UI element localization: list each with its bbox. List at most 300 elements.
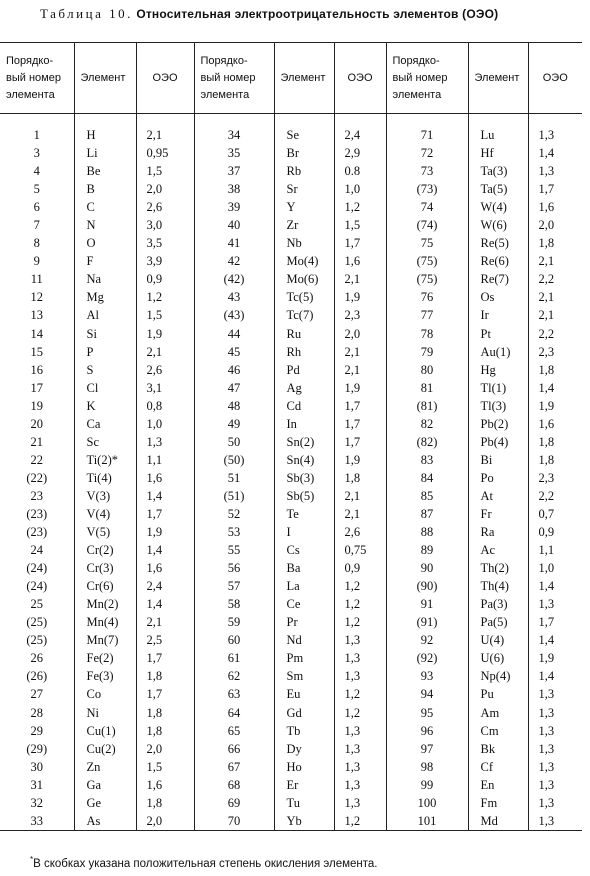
electronegativity-value: 1,9: [136, 325, 194, 343]
atomic-number: 37: [194, 162, 274, 180]
element-symbol: U(4): [468, 631, 528, 649]
electronegativity-value: 1,8: [136, 667, 194, 685]
electronegativity-value: 1,2: [334, 613, 386, 631]
electronegativity-value: 2,4: [136, 577, 194, 595]
table-row: [0, 415, 582, 433]
element-symbol: Nd: [274, 631, 334, 649]
electronegativity-value: 1,2: [334, 595, 386, 613]
atomic-number: (51): [194, 487, 274, 505]
electronegativity-value: 1,7: [136, 649, 194, 667]
element-symbol: H: [74, 126, 136, 144]
electronegativity-value: 1,3: [528, 776, 582, 794]
electronegativity-value: 1,8: [136, 704, 194, 722]
atomic-number: 19: [0, 397, 74, 415]
header-number: Порядко- вый номер элемента: [386, 43, 468, 114]
element-symbol: Te: [274, 505, 334, 523]
table-row: [0, 288, 582, 306]
table-row: [0, 397, 582, 415]
element-symbol: Ce: [274, 595, 334, 613]
element-symbol: Pt: [468, 325, 528, 343]
table-row: [0, 577, 582, 595]
electronegativity-value: 2,5: [136, 631, 194, 649]
electronegativity-value: 1,4: [136, 487, 194, 505]
element-symbol: Ru: [274, 325, 334, 343]
element-symbol: Fm: [468, 794, 528, 812]
atomic-number: 45: [194, 343, 274, 361]
table-row: [0, 649, 582, 667]
header-value: ОЭО: [334, 43, 386, 114]
electronegativity-value: 2,3: [528, 343, 582, 361]
atomic-number: 69: [194, 794, 274, 812]
table-row: [0, 469, 582, 487]
footnote-mark: *: [30, 855, 34, 864]
element-symbol: Ra: [468, 523, 528, 541]
element-symbol: Tb: [274, 722, 334, 740]
atomic-number: 52: [194, 505, 274, 523]
element-symbol: Y: [274, 198, 334, 216]
table-row: [0, 541, 582, 559]
electronegativity-value: 0,95: [136, 144, 194, 162]
atomic-number: 55: [194, 541, 274, 559]
element-symbol: Re(7): [468, 270, 528, 288]
electronegativity-value: 1,8: [136, 722, 194, 740]
element-symbol: Cm: [468, 722, 528, 740]
element-symbol: Pu: [468, 685, 528, 703]
electronegativity-value: 1,3: [528, 704, 582, 722]
atomic-number: 66: [194, 740, 274, 758]
electronegativity-value: 1,3: [334, 758, 386, 776]
electronegativity-value: 2,9: [334, 144, 386, 162]
electronegativity-value: 1,9: [334, 379, 386, 397]
atomic-number: 79: [386, 343, 468, 361]
element-symbol: Dy: [274, 740, 334, 758]
atomic-number: (25): [0, 631, 74, 649]
electronegativity-value: 1,0: [136, 415, 194, 433]
element-symbol: P: [74, 343, 136, 361]
electronegativity-value: 1,6: [334, 252, 386, 270]
atomic-number: 92: [386, 631, 468, 649]
atomic-number: 83: [386, 451, 468, 469]
element-symbol: Mn(7): [74, 631, 136, 649]
atomic-number: 41: [194, 234, 274, 252]
element-symbol: Ti(4): [74, 469, 136, 487]
element-symbol: Cd: [274, 397, 334, 415]
element-symbol: Eu: [274, 685, 334, 703]
atomic-number: 50: [194, 433, 274, 451]
electronegativity-value: 2,0: [528, 216, 582, 234]
element-symbol: Rh: [274, 343, 334, 361]
electronegativity-value: 1,8: [136, 794, 194, 812]
element-symbol: U(6): [468, 649, 528, 667]
electronegativity-value: 1,9: [528, 649, 582, 667]
element-symbol: Mo(6): [274, 270, 334, 288]
electronegativity-value: 1,5: [136, 162, 194, 180]
electronegativity-value: 2,1: [136, 613, 194, 631]
electronegativity-value: 0,75: [334, 541, 386, 559]
element-symbol: La: [274, 577, 334, 595]
element-symbol: Cu(1): [74, 722, 136, 740]
atomic-number: 81: [386, 379, 468, 397]
table-row: [0, 776, 582, 794]
electronegativity-value: 1,8: [528, 451, 582, 469]
electronegativity-value: 1,5: [136, 758, 194, 776]
electronegativity-table: [0, 42, 582, 831]
atomic-number: (81): [386, 397, 468, 415]
atomic-number: 96: [386, 722, 468, 740]
element-symbol: Fe(3): [74, 667, 136, 685]
header-number: Порядко- вый номер элемента: [194, 43, 274, 114]
atomic-number: (50): [194, 451, 274, 469]
element-symbol: Cl: [74, 379, 136, 397]
element-symbol: Fe(2): [74, 649, 136, 667]
atomic-number: (74): [386, 216, 468, 234]
table-row: [0, 631, 582, 649]
atomic-number: (75): [386, 270, 468, 288]
element-symbol: Np(4): [468, 667, 528, 685]
table-row: [0, 595, 582, 613]
atomic-number: (82): [386, 433, 468, 451]
table-row: [0, 325, 582, 343]
electronegativity-value: 2,1: [334, 343, 386, 361]
element-symbol: As: [74, 812, 136, 831]
table-row: [0, 252, 582, 270]
element-symbol: Ho: [274, 758, 334, 776]
electronegativity-value: 1,3: [334, 740, 386, 758]
table-row: [0, 270, 582, 288]
electronegativity-value: 1,2: [334, 577, 386, 595]
element-symbol: Br: [274, 144, 334, 162]
electronegativity-value: 1,4: [136, 541, 194, 559]
table-row: [0, 216, 582, 234]
atomic-number: 62: [194, 667, 274, 685]
electronegativity-value: 0,9: [136, 270, 194, 288]
element-symbol: V(4): [74, 505, 136, 523]
atomic-number: 6: [0, 198, 74, 216]
element-symbol: Th(2): [468, 559, 528, 577]
electronegativity-value: 1,8: [528, 433, 582, 451]
electronegativity-value: 1,7: [334, 397, 386, 415]
header-value: ОЭО: [136, 43, 194, 114]
table-row: [0, 144, 582, 162]
table-row: [0, 704, 582, 722]
element-symbol: Hg: [468, 361, 528, 379]
atomic-number: (43): [194, 306, 274, 324]
atomic-number: 88: [386, 523, 468, 541]
electronegativity-value: 2,1: [334, 361, 386, 379]
atomic-number: 97: [386, 740, 468, 758]
table-row: [0, 433, 582, 451]
element-symbol: W(4): [468, 198, 528, 216]
electronegativity-value: 2,6: [136, 198, 194, 216]
element-symbol: Md: [468, 812, 528, 831]
element-symbol: Ti(2)*: [74, 451, 136, 469]
element-symbol: Pb(4): [468, 433, 528, 451]
footnote: [30, 855, 378, 870]
atomic-number: 42: [194, 252, 274, 270]
spacer-row: [0, 114, 582, 127]
electronegativity-value: 1,7: [136, 685, 194, 703]
header-value: ОЭО: [528, 43, 582, 114]
atomic-number: 12: [0, 288, 74, 306]
element-symbol: Be: [74, 162, 136, 180]
element-symbol: Gd: [274, 704, 334, 722]
element-symbol: K: [74, 397, 136, 415]
atomic-number: 1: [0, 126, 74, 144]
header-number: Порядко- вый номер элемента: [0, 43, 74, 114]
electronegativity-value: 2,4: [334, 126, 386, 144]
electronegativity-value: 1,9: [334, 288, 386, 306]
electronegativity-value: 1,3: [528, 685, 582, 703]
atomic-number: 72: [386, 144, 468, 162]
electronegativity-value: 2,0: [334, 325, 386, 343]
atomic-number: 25: [0, 595, 74, 613]
element-symbol: Na: [74, 270, 136, 288]
electronegativity-value: 1,3: [334, 649, 386, 667]
element-symbol: Pa(5): [468, 613, 528, 631]
electronegativity-value: 2,1: [528, 306, 582, 324]
table-row: [0, 361, 582, 379]
element-symbol: Nb: [274, 234, 334, 252]
electronegativity-value: 2,2: [528, 325, 582, 343]
element-symbol: Au(1): [468, 343, 528, 361]
atomic-number: 82: [386, 415, 468, 433]
electronegativity-value: 1,3: [334, 794, 386, 812]
electronegativity-value: 1,5: [136, 306, 194, 324]
electronegativity-value: 1,2: [334, 685, 386, 703]
atomic-number: 48: [194, 397, 274, 415]
atomic-number: 75: [386, 234, 468, 252]
table-title-text: Относительная электроотрицательность элементов (ОЭО): [136, 7, 499, 21]
electronegativity-value: 2,0: [136, 812, 194, 831]
electronegativity-value: 1,2: [334, 704, 386, 722]
atomic-number: 80: [386, 361, 468, 379]
atomic-number: 78: [386, 325, 468, 343]
atomic-number: 90: [386, 559, 468, 577]
electronegativity-value: 1,4: [528, 577, 582, 595]
electronegativity-value: 2,1: [136, 126, 194, 144]
element-symbol: Th(4): [468, 577, 528, 595]
element-symbol: Ca: [74, 415, 136, 433]
element-symbol: Cr(6): [74, 577, 136, 595]
element-symbol: W(6): [468, 216, 528, 234]
electronegativity-value: 1,4: [528, 667, 582, 685]
element-symbol: B: [74, 180, 136, 198]
element-symbol: Ga: [74, 776, 136, 794]
element-symbol: V(5): [74, 523, 136, 541]
electronegativity-value: 1,7: [528, 613, 582, 631]
element-symbol: Ba: [274, 559, 334, 577]
electronegativity-value: 2,1: [334, 270, 386, 288]
element-symbol: Tl(1): [468, 379, 528, 397]
table-row: [0, 685, 582, 703]
electronegativity-value: 1,0: [334, 180, 386, 198]
element-symbol: Cr(2): [74, 541, 136, 559]
element-symbol: C: [74, 198, 136, 216]
electronegativity-value: 1,0: [528, 559, 582, 577]
electronegativity-value: 1,4: [136, 595, 194, 613]
electronegativity-value: 1,2: [334, 812, 386, 831]
electronegativity-value: 2,1: [136, 343, 194, 361]
atomic-number: 68: [194, 776, 274, 794]
atomic-number: (29): [0, 740, 74, 758]
element-symbol: Hf: [468, 144, 528, 162]
element-symbol: Zn: [74, 758, 136, 776]
atomic-number: 60: [194, 631, 274, 649]
atomic-number: 71: [386, 126, 468, 144]
atomic-number: 76: [386, 288, 468, 306]
atomic-number: 61: [194, 649, 274, 667]
atomic-number: 5: [0, 180, 74, 198]
electronegativity-value: 1,3: [528, 740, 582, 758]
table-row: [0, 667, 582, 685]
electronegativity-value: 1,6: [528, 198, 582, 216]
table-row: [0, 505, 582, 523]
atomic-number: 100: [386, 794, 468, 812]
atomic-number: 3: [0, 144, 74, 162]
element-symbol: Zr: [274, 216, 334, 234]
element-symbol: Er: [274, 776, 334, 794]
atomic-number: (26): [0, 667, 74, 685]
electronegativity-value: 1,7: [528, 180, 582, 198]
element-symbol: En: [468, 776, 528, 794]
electronegativity-value: 1,9: [528, 397, 582, 415]
atomic-number: 95: [386, 704, 468, 722]
electronegativity-value: 1,7: [334, 433, 386, 451]
element-symbol: Mg: [74, 288, 136, 306]
electronegativity-value: 1,8: [528, 234, 582, 252]
electronegativity-value: 1,8: [528, 361, 582, 379]
table-row: [0, 740, 582, 758]
atomic-number: 53: [194, 523, 274, 541]
atomic-number: (24): [0, 577, 74, 595]
electronegativity-value: 1,3: [334, 667, 386, 685]
element-symbol: N: [74, 216, 136, 234]
atomic-number: 70: [194, 812, 274, 831]
electronegativity-value: 1,1: [136, 451, 194, 469]
element-symbol: Ge: [74, 794, 136, 812]
atomic-number: 98: [386, 758, 468, 776]
atomic-number: 46: [194, 361, 274, 379]
atomic-number: 31: [0, 776, 74, 794]
element-symbol: S: [74, 361, 136, 379]
atomic-number: 99: [386, 776, 468, 794]
footnote-text: В скобках указана положительная степень окисления элемента.: [33, 857, 378, 870]
electronegativity-value: 1,2: [334, 198, 386, 216]
atomic-number: 9: [0, 252, 74, 270]
electronegativity-value: 3,0: [136, 216, 194, 234]
electronegativity-value: 0,9: [334, 559, 386, 577]
electronegativity-value: 1,9: [136, 523, 194, 541]
element-symbol: Sb(5): [274, 487, 334, 505]
atomic-number: 77: [386, 306, 468, 324]
element-symbol: Yb: [274, 812, 334, 831]
electronegativity-value: 2,0: [136, 740, 194, 758]
electronegativity-value: 2,2: [528, 270, 582, 288]
electronegativity-value: 1,6: [136, 776, 194, 794]
element-symbol: Bk: [468, 740, 528, 758]
table-row: [0, 162, 582, 180]
electronegativity-value: 0.8: [334, 162, 386, 180]
atomic-number: 35: [194, 144, 274, 162]
electronegativity-value: 0,9: [528, 523, 582, 541]
electronegativity-value: 1,6: [136, 559, 194, 577]
atomic-number: 24: [0, 541, 74, 559]
atomic-number: 67: [194, 758, 274, 776]
atomic-number: 93: [386, 667, 468, 685]
atomic-number: (23): [0, 505, 74, 523]
atomic-number: 44: [194, 325, 274, 343]
atomic-number: 15: [0, 343, 74, 361]
atomic-number: 65: [194, 722, 274, 740]
element-symbol: Al: [74, 306, 136, 324]
electronegativity-value: 1,3: [528, 722, 582, 740]
atomic-number: 57: [194, 577, 274, 595]
electronegativity-value: 1,8: [334, 469, 386, 487]
atomic-number: 23: [0, 487, 74, 505]
table-title: [40, 6, 580, 22]
atomic-number: 13: [0, 306, 74, 324]
atomic-number: 21: [0, 433, 74, 451]
electronegativity-value: 2,6: [136, 361, 194, 379]
element-symbol: Rb: [274, 162, 334, 180]
atomic-number: 32: [0, 794, 74, 812]
atomic-number: 30: [0, 758, 74, 776]
element-symbol: Cu(2): [74, 740, 136, 758]
element-symbol: Ta(5): [468, 180, 528, 198]
element-symbol: V(3): [74, 487, 136, 505]
atomic-number: 38: [194, 180, 274, 198]
atomic-number: 85: [386, 487, 468, 505]
electronegativity-value: 1,3: [528, 812, 582, 831]
table-row: [0, 343, 582, 361]
atomic-number: 87: [386, 505, 468, 523]
atomic-number: 29: [0, 722, 74, 740]
table-row: [0, 126, 582, 144]
element-symbol: Sm: [274, 667, 334, 685]
electronegativity-value: 1,3: [528, 595, 582, 613]
atomic-number: 20: [0, 415, 74, 433]
element-symbol: Cs: [274, 541, 334, 559]
element-symbol: Pa(3): [468, 595, 528, 613]
element-symbol: Sn(4): [274, 451, 334, 469]
element-symbol: Re(5): [468, 234, 528, 252]
atomic-number: 11: [0, 270, 74, 288]
element-symbol: Tc(7): [274, 306, 334, 324]
atomic-number: (23): [0, 523, 74, 541]
electronegativity-value: 1,3: [528, 162, 582, 180]
element-symbol: Fr: [468, 505, 528, 523]
element-symbol: Sn(2): [274, 433, 334, 451]
electronegativity-value: 1,3: [528, 758, 582, 776]
element-symbol: Lu: [468, 126, 528, 144]
atomic-number: (22): [0, 469, 74, 487]
table-row: [0, 180, 582, 198]
atomic-number: 94: [386, 685, 468, 703]
electronegativity-value: 2,1: [528, 252, 582, 270]
element-symbol: Ir: [468, 306, 528, 324]
electronegativity-value: 1,2: [136, 288, 194, 306]
electronegativity-value: 2,6: [334, 523, 386, 541]
atomic-number: 40: [194, 216, 274, 234]
element-symbol: Sc: [74, 433, 136, 451]
element-symbol: Sr: [274, 180, 334, 198]
element-symbol: Os: [468, 288, 528, 306]
atomic-number: 49: [194, 415, 274, 433]
atomic-number: (24): [0, 559, 74, 577]
electronegativity-value: 2,3: [528, 469, 582, 487]
header-element: Элемент: [468, 43, 528, 114]
electronegativity-value: 1,9: [334, 451, 386, 469]
